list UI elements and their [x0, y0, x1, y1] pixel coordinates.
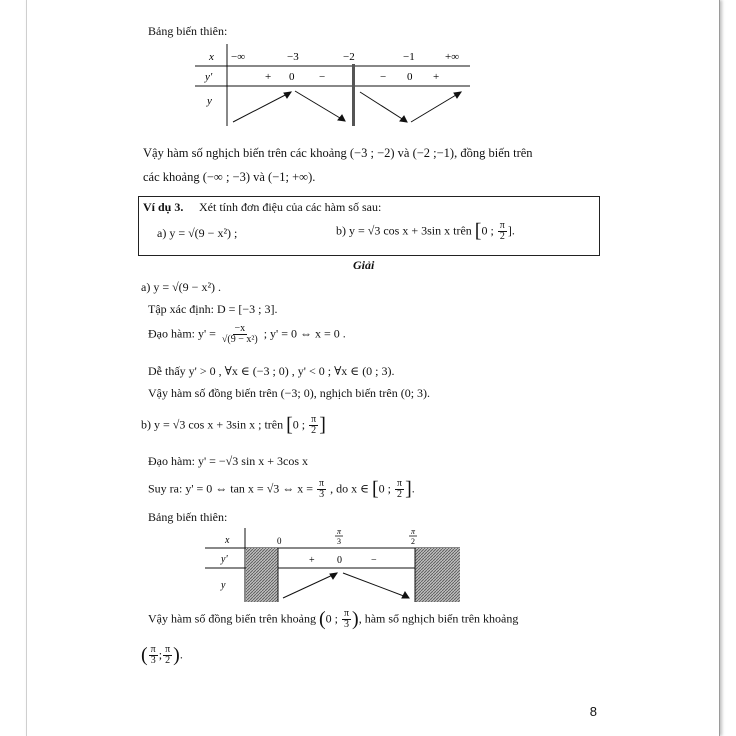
sign: −: [319, 71, 326, 83]
sign: 0: [289, 71, 295, 83]
hatched-region-right: [415, 548, 460, 602]
sign: +: [309, 555, 315, 566]
increasing-arrow: [411, 92, 461, 122]
solution-b-interval: ( $\frac{\pi}{3}$ ; $\frac{\pi}{2}$ ).: [141, 644, 183, 666]
sign: +: [433, 71, 440, 83]
table1-y-label: y: [207, 95, 212, 107]
example-prompt: Xét tính đơn điệu của các hàm số sau:: [199, 200, 382, 214]
page-number: 8: [589, 704, 597, 719]
x-value: π: [337, 528, 342, 536]
solution-a-domain: Tập xác định: D = [−3 ; 3].: [148, 302, 278, 316]
sign: 0: [407, 71, 413, 83]
conclusion1-line1: Vậy hàm số nghịch biến trên các khoảng (−3 ; −2) và (−2 ;−1), đồng biến trên: [143, 146, 533, 160]
solution-a-conclusion: Vậy hàm số đồng biến trên (−3; 0), nghịch biến trên (0; 3).: [148, 386, 431, 400]
variation-table-2: [205, 528, 460, 602]
conclusion1-line2: các khoảng (−∞ ; −3) và (−1; +∞).: [143, 170, 316, 184]
x-value: −∞: [231, 51, 246, 63]
x-value: π: [411, 528, 416, 536]
x-value: 2: [411, 537, 415, 546]
solution-b-title: b) y = √3 cos x + 3sin x ; trên [0 ; $\frac{\pi}{2}$ ]: [141, 414, 326, 436]
solution-b-conclusion: Vậy hàm số đồng biến trên khoảng (0 ; $\frac{\pi}{3}$ ), hàm số nghịch biến trên khoảng: [148, 608, 519, 630]
example-title: Ví dụ 3.: [143, 200, 184, 214]
x-value: −3: [287, 51, 299, 63]
x-value: 0: [277, 536, 282, 546]
pi-over-2: $\frac{\pi}{2}$: [499, 220, 505, 242]
sign: 0: [337, 555, 342, 566]
solution-b-table-label: Bảng biến thiên:: [148, 510, 228, 524]
table2-y-label: y: [221, 580, 226, 591]
example-part-b: b) y = √3 cos x + 3sin x trên [0 ; $\frac{\pi}{2}$ ].: [336, 220, 515, 242]
example-part-a: a) y = √(9 − x²) ;: [157, 226, 238, 240]
sign: +: [265, 71, 272, 83]
x-value: 3: [337, 537, 341, 546]
undefined-bar: [352, 64, 355, 126]
decreasing-arrow: [295, 91, 345, 121]
solution-a-derivative: Đạo hàm: y' = $\frac{-x}{\text{√(9 − x²)}}$ ; y' = 0 ⇔ x = 0 .: [148, 323, 346, 345]
table2-yprime-label: y': [221, 554, 228, 565]
table1-yprime-label: y': [205, 71, 213, 83]
solution-b-suy: Suy ra: y' = 0 ⇔ tan x = √3 ⇔ x = $\frac{\pi}{3}$ , do x ∈ [0 ; $\frac{\pi}{2}$ ].: [148, 478, 415, 500]
x-value: −1: [403, 51, 415, 63]
solution-a-sign: Dễ thấy y' > 0 , ∀x ∈ (−3 ; 0) , y' < 0 ; ∀x ∈ (0 ; 3).: [148, 364, 395, 378]
solution-b-derivative: Đạo hàm: y' = −√3 sin x + 3cos x: [148, 454, 309, 468]
sign: −: [371, 555, 377, 566]
increasing-arrow: [233, 92, 291, 122]
table1-label: Bảng biến thiên:: [148, 24, 228, 38]
hatched-region-left: [246, 548, 278, 602]
solution-a-title: a) y = √(9 − x²) .: [141, 280, 222, 294]
solution-heading: Giải: [353, 258, 375, 272]
variation-table-1: [195, 44, 470, 126]
x-value: −2: [343, 51, 355, 63]
decreasing-arrow: [360, 92, 407, 122]
increasing-arrow: [283, 573, 337, 598]
sign: −: [380, 71, 387, 83]
table2-x-label: x: [225, 535, 230, 546]
table1-x-label: x: [209, 51, 214, 63]
decreasing-arrow: [343, 573, 409, 598]
x-value: +∞: [445, 51, 460, 63]
